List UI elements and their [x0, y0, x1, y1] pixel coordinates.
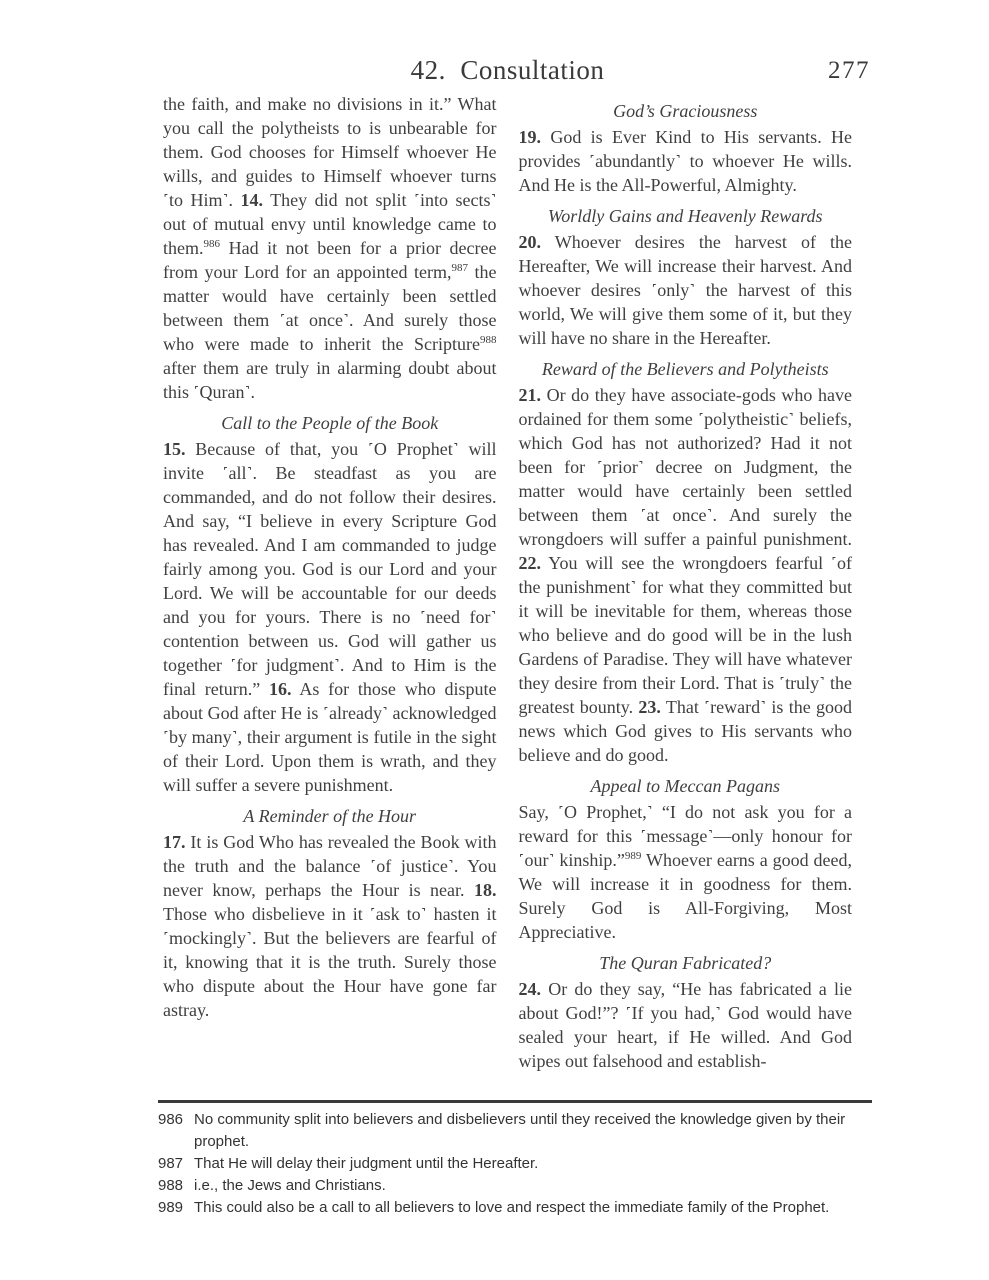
- section-heading: The Quran Fabricated?: [599, 953, 772, 973]
- footnote-list: [158, 1109, 872, 1219]
- footnote-ref: 986: [203, 238, 220, 250]
- verse-text: Had it not been for a prior decree from your Lord for an appointed term,: [163, 238, 497, 282]
- verse-text: the faith, and make no divisions in it.” What you call the polytheists to is unbearable for them. God chooses for Himself whoever He wills, and guides to Himself whoever turns ˹to Him˺.: [163, 94, 497, 210]
- section-heading: Reward of the Believers and Polytheists: [541, 359, 829, 379]
- right-column: [519, 92, 853, 1073]
- footnote-ref: 988: [480, 334, 497, 346]
- footnote-row: [158, 1153, 872, 1175]
- verse-paragraph: [519, 977, 853, 1073]
- verse-text: As for those who dispute about God after He is ˹already˺ acknowledged ˹by many˺, their argument is futile in the sight of their Lord. Upon them is wrath, and they will suffer a severe punishment.: [163, 679, 497, 795]
- verse-paragraph: [163, 92, 497, 404]
- page-header: [163, 55, 870, 89]
- footnote-ref: 987: [451, 262, 468, 274]
- footnote-text: That He will delay their judgment until the Hereafter.: [194, 1155, 539, 1172]
- footnote-separator: [158, 1100, 872, 1103]
- verse-text: Because of that, you ˹O Prophet˺ will invite ˹all˺. Be steadfast as you are commanded, and do not follow their desires. And say, “I believe in every Scripture God has revealed. And I am commanded to judge fairly among you. God is our Lord and your Lord. We will be accountable for our deeds and you for yours. There is no ˹need for˺ contention between us. God will gather us together ˹for judgment˺. And to Him is the final return.”: [163, 439, 497, 699]
- verse-text: Or do they say, “He has fabricated a lie about God!”? ˹If you had,˺ God would have sealed your heart, if He willed. And God wipes out falsehood and establish-: [518, 979, 852, 1071]
- verse-number: 18.: [474, 880, 497, 900]
- verse-text: Whoever earns a good deed, We will increase it in goodness for them. Surely God is All-Forgiving, Most Appreciative.: [518, 850, 852, 942]
- verse-number: 14.: [240, 190, 263, 210]
- verse-number: 19.: [518, 127, 541, 147]
- footnote-number: 987: [158, 1155, 184, 1172]
- verse-text: Or do they have associate-gods who have ordained for them some ˹polytheistic˺ beliefs, which God has not authorized? Had it not been for ˹prior˺ decree on Judgment, the matter would have certainly been settled between them ˹at once˺. And surely the wrongdoers will suffer a painful punishment.: [518, 385, 852, 549]
- footnote-number: 988: [158, 1177, 184, 1194]
- verse-text: Say, ˹O Prophet,˺ “I do not ask you for a reward for this ˹message˺—only honour for ˹our˺ kinship.”: [518, 802, 852, 870]
- section-heading: Appeal to Meccan Pagans: [590, 776, 780, 796]
- verse-number: 20.: [518, 232, 541, 252]
- verse-paragraph: [519, 230, 853, 350]
- verse-text: You will see the wrongdoers fearful ˹of the punishment˺ for what they committed but it will be inevitable for them, whereas those who believe and do good will be in the lush Gardens of Paradise. They will have whatever they desire from their Lord. That is ˹truly˺ the greatest bounty.: [518, 553, 852, 717]
- footnote-row: [158, 1175, 872, 1197]
- footnote-text: i.e., the Jews and Christians.: [194, 1177, 386, 1194]
- section-heading: Worldly Gains and Heavenly Rewards: [547, 206, 823, 226]
- verse-text: They did not split ˹into sects˺ out of mutual envy until knowledge came to them.: [163, 190, 497, 258]
- verse-paragraph: [519, 125, 853, 197]
- verse-number: 23.: [638, 697, 661, 717]
- footnotes-section: [158, 1100, 872, 1219]
- verse-number: 15.: [163, 439, 186, 459]
- verse-paragraph: [519, 800, 853, 944]
- verse-number: 17.: [163, 832, 186, 852]
- scripture-text-block: [163, 92, 852, 1073]
- footnote-text: No community split into believers and disbelievers until they received the knowledge given by their prophet.: [194, 1111, 846, 1150]
- verse-text: Whoever desires the harvest of the Hereafter, We will increase their harvest. And whoever desires ˹only˺ the harvest of this world, We will give them some of it, but they will have no share in the Hereafter.: [518, 232, 852, 348]
- verse-number: 24.: [518, 979, 541, 999]
- chapter-title: 42. Consultation: [410, 55, 605, 85]
- verse-text: Those who disbelieve in it ˹ask to˺ hasten it ˹mockingly˺. But the believers are fearful of it, knowing that it is the truth. Surely those who dispute about the Hour have gone far astray.: [163, 904, 497, 1020]
- verse-text: God is Ever Kind to His servants. He provides ˹abundantly˺ to whoever He wills. And He is the All-Powerful, Almighty.: [518, 127, 852, 195]
- footnote-row: [158, 1197, 872, 1219]
- section-heading: A Reminder of the Hour: [243, 806, 417, 826]
- verse-text: after them are truly in alarming doubt about this ˹Quran˺.: [163, 358, 497, 402]
- section-heading: Call to the People of the Book: [221, 413, 439, 433]
- footnote-number: 986: [158, 1111, 184, 1128]
- verse-text: It is God Who has revealed the Book with the truth and the balance ˹of justice˺. You never know, perhaps the Hour is near.: [163, 832, 497, 900]
- verse-number: 22.: [518, 553, 541, 573]
- footnote-row: [158, 1109, 872, 1153]
- footnote-ref: 989: [624, 850, 642, 862]
- verse-text: the matter would have certainly been settled between them ˹at once˺. And surely those who were made to inherit the Scripture: [163, 262, 497, 354]
- footnote-text: This could also be a call to all believers to love and respect the immediate family of the Prophet.: [194, 1199, 830, 1216]
- section-heading: God’s Graciousness: [613, 101, 758, 121]
- verse-number: 21.: [518, 385, 541, 405]
- verse-paragraph: [519, 383, 853, 767]
- verse-text: That ˹reward˺ is the good news which God gives to His servants who believe and do good.: [518, 697, 852, 765]
- verse-paragraph: [163, 437, 497, 797]
- verse-number: 16.: [269, 679, 292, 699]
- left-column: [163, 92, 497, 1073]
- page-number: 277: [828, 57, 870, 84]
- verse-paragraph: [163, 830, 497, 1022]
- footnote-number: 989: [158, 1199, 184, 1216]
